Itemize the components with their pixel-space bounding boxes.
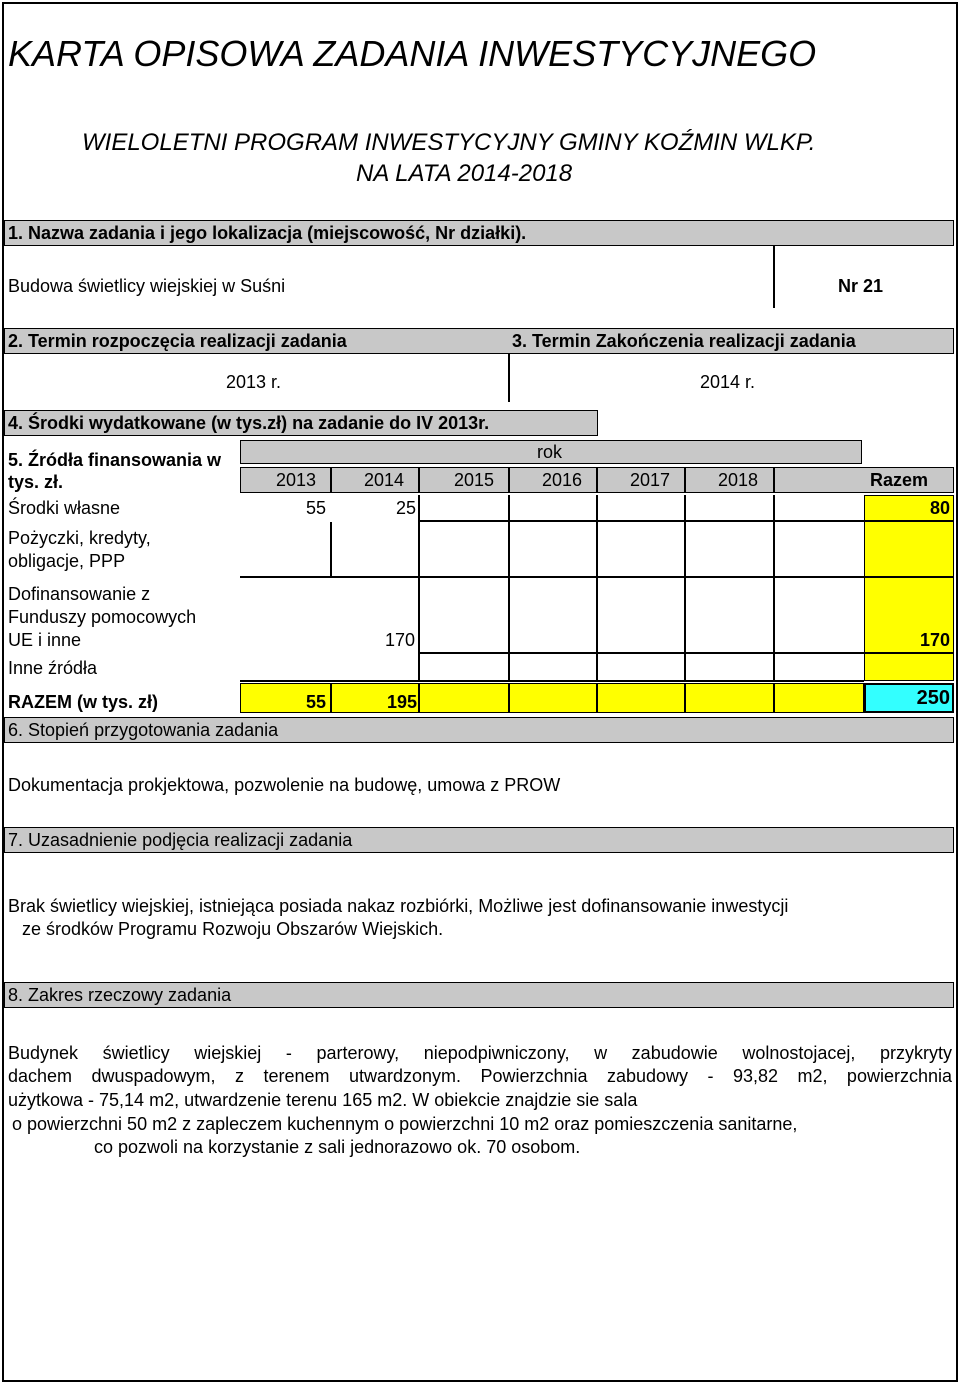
sum-2014: 195 [386, 692, 418, 712]
section8-heading: 8. Zakres rzeczowy zadania [8, 985, 232, 1005]
section8-line-3: użytkowa - 75,14 m2, utwardzenie terenu 165 m2. W obiekcie znajdzie sie sala [8, 1090, 638, 1110]
total-header: Razem [870, 470, 929, 490]
section6-heading: 6. Stopień przygotowania zadania [8, 720, 279, 740]
grid-row-line [418, 520, 864, 522]
row-eu-label-2: Funduszy pomocowych [8, 607, 197, 627]
section1-heading: 1. Nazwa zadania i jego lokalizacja (miejscowość, Nr działki). [8, 223, 527, 243]
start-date: 2013 r. [226, 372, 282, 392]
row-own-label: Środki własne [8, 498, 121, 518]
grid-col-line [330, 522, 332, 578]
section7-heading: 7. Uzasadnienie podjęcia realizacji zadania [8, 830, 353, 850]
year-2016: 2016 [541, 470, 583, 490]
total-cell-other [864, 653, 954, 681]
grand-total: 250 [916, 687, 950, 709]
section8-line-4: o powierzchni 50 m2 z zapleczem kuchennym o powierzchni 10 m2 oraz pomieszczenia sanitarne, [12, 1114, 798, 1134]
year-2017: 2017 [629, 470, 671, 490]
year-2013: 2013 [275, 470, 317, 490]
page-title: KARTA OPISOWA ZADANIA INWESTYCYJNEGO [8, 33, 817, 74]
year-2015: 2015 [453, 470, 495, 490]
section3-heading: 3. Termin Zakończenia realizacji zadania [512, 331, 856, 351]
section2-heading: 2. Termin rozpoczęcia realizacji zadania [8, 331, 347, 351]
rok-label: rok [537, 442, 563, 462]
section7-line-2: ze środków Programu Rozwoju Obszarów Wiejskich. [22, 919, 444, 939]
row-other-label: Inne źródła [8, 658, 98, 678]
eu-total: 170 [919, 630, 950, 650]
row-eu-label-3: UE i inne [8, 630, 82, 650]
own-2013: 55 [305, 498, 327, 518]
grid-row-line [240, 576, 864, 578]
grid-row-line [240, 680, 864, 682]
program-period: NA LATA 2014-2018 [356, 160, 573, 187]
sum-col-line [684, 683, 686, 713]
funding-unit: tys. zł. [8, 472, 64, 492]
program-subtitle: WIELOLETNI PROGRAM INWESTYCYJNY GMINY KOŹMIN WLKP. [82, 129, 816, 156]
row-loans-label-1: Pożyczki, kredyty, [8, 528, 151, 548]
sum-2013: 55 [305, 692, 327, 712]
total-cell-loans [864, 521, 954, 577]
task-name: Budowa świetlicy wiejskiej w Suśni [8, 276, 286, 296]
sum-col-line [596, 683, 598, 713]
sum-col-line [773, 683, 775, 713]
task-number: Nr 21 [838, 276, 884, 296]
own-total: 80 [929, 498, 950, 518]
year-2018: 2018 [717, 470, 759, 490]
eu-2014: 170 [384, 630, 416, 650]
funding-heading: 5. Źródła finansowania w [8, 450, 222, 470]
grid-row-line [418, 652, 864, 654]
row-eu-label-1: Dofinansowanie z [8, 584, 151, 604]
section6-text: Dokumentacja prokjektowa, pozwolenie na budowę, umowa z PROW [8, 775, 561, 795]
own-2014: 25 [395, 498, 417, 518]
section8-line-5: co pozwoli na korzystanie z sali jednorazowo ok. 70 osobom. [94, 1137, 581, 1157]
year-2014: 2014 [363, 470, 405, 490]
row-loans-label-2: obligacje, PPP [8, 551, 126, 571]
section4-heading: 4. Środki wydatkowane (w tys.zł) na zadanie do IV 2013r. [8, 413, 490, 433]
row-sum-label: RAZEM (w tys. zł) [8, 692, 159, 712]
task-number-divider [773, 246, 775, 308]
section8-line-1: Budynek świetlicy wiejskiej - parterowy, niepodpiwniczony, w zabudowie wolnostojacej, przykryty [8, 1043, 952, 1063]
section8-line-2: dachem dwuspadowym, z terenem utwardzonym. Powierzchnia zabudowy - 93,82 m2, powierzchnia [8, 1066, 952, 1086]
dates-divider [508, 354, 510, 402]
end-date: 2014 r. [700, 372, 756, 392]
sum-col-line [508, 683, 510, 713]
section7-line-1: Brak świetlicy wiejskiej, istniejąca posiada nakaz rozbiórki, Możliwe jest dofinansowanie inwestycji [8, 896, 789, 916]
